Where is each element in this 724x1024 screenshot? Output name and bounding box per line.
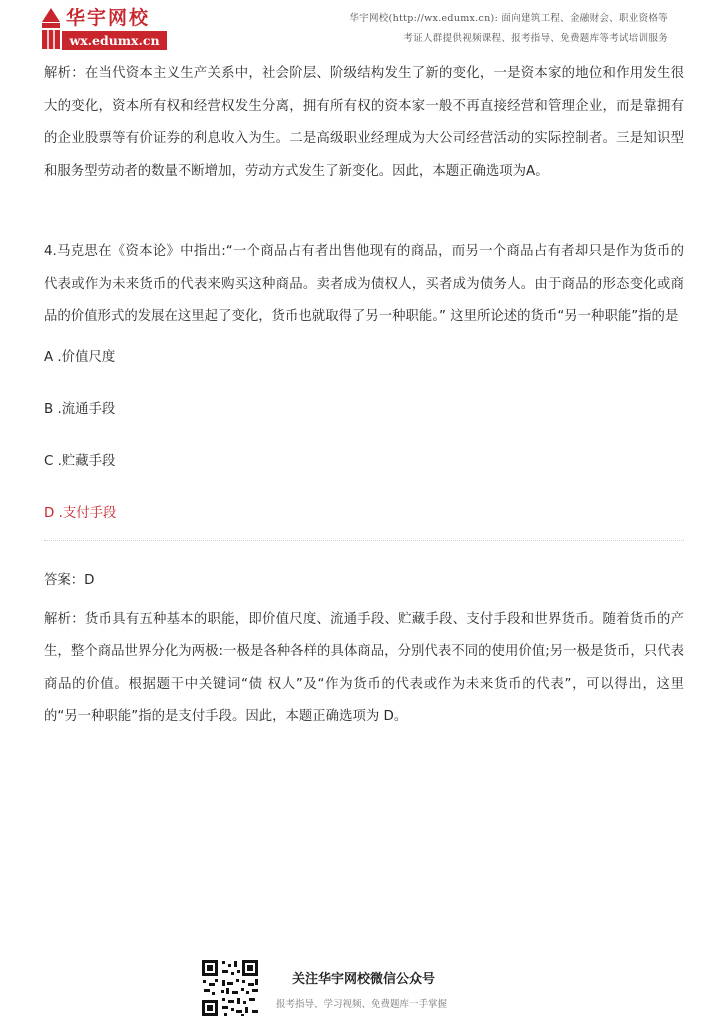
option-a: A .价值尺度 (44, 349, 116, 365)
footer-title: 关注华宇网校微信公众号 (292, 972, 436, 987)
option-c: C .贮藏手段 (44, 453, 116, 469)
pencil-logo-icon (38, 6, 64, 50)
option-b: B .流通手段 (44, 401, 116, 417)
logo-url: wx.edumx.cn (62, 31, 167, 50)
header-tagline-2: 考证人群提供视频课程、报考指导、免费题库等考试培训服务 (403, 33, 668, 44)
logo[interactable] (38, 6, 170, 50)
answer: 答案：D (44, 572, 95, 588)
document-body (44, 58, 684, 734)
footer-subtitle: 报考指导、学习视频、免费题库一手掌握 (276, 999, 448, 1010)
question-text: 4.马克思在《资本论》中指出:“一个商品占有者出售他现有的商品，而另一个商品占有者却只是作为货币的代表或作为未来货币的代表来购买这种商品。卖者成为债权人，买者成为债务人。由于商品的形态变化或商品的价值形式的发展在这里起了变化，货币也就取得了另一种职能。” 这里所论述的货币“另一种职能”指的是 (44, 244, 684, 324)
page-header (0, 0, 724, 60)
analysis: 解析：货币具有五种基本的职能，即价值尺度、流通手段、贮藏手段、支付手段和世界货币。随着货币的产生，整个商品世界分化为两极:一极是各种各样的具体商品，分别代表不同的使用价值;另一极是货币，只代表商品的价值。根据题干中关键词“债 权人”及“作为货币的代表或作为未来货币的代表”，可以得出，这里的“另一种职能”指的是支付手段。因此，本题正确选项为 D。 (44, 611, 684, 725)
logo-title: 华宇网校 (66, 7, 151, 29)
previous-analysis: 解析：在当代资本主义生产关系中，社会阶层、阶级结构发生了新的变化，一是资本家的地位和作用发生很大的变化，资本所有权和经营权发生分离，拥有所有权的资本家一般不再直接经营和管理企业，而是靠拥有的企业股票等有价证券的利息收入为生。二是高级职业经理成为大公司经营活动的实际控制者。三是知识型和服务型劳动者的数量不断增加，劳动方式发生了新变化。因此，本题正确选项为A。 (44, 66, 684, 179)
divider (44, 540, 684, 541)
option-d-correct: D .支付手段 (44, 505, 117, 521)
page-footer (200, 958, 500, 1018)
qr-code-icon[interactable] (200, 958, 260, 1018)
header-tagline-1: 华宇网校(http://wx.edumx.cn): 面向建筑工程、金融财会、职业资格等 (349, 13, 668, 24)
